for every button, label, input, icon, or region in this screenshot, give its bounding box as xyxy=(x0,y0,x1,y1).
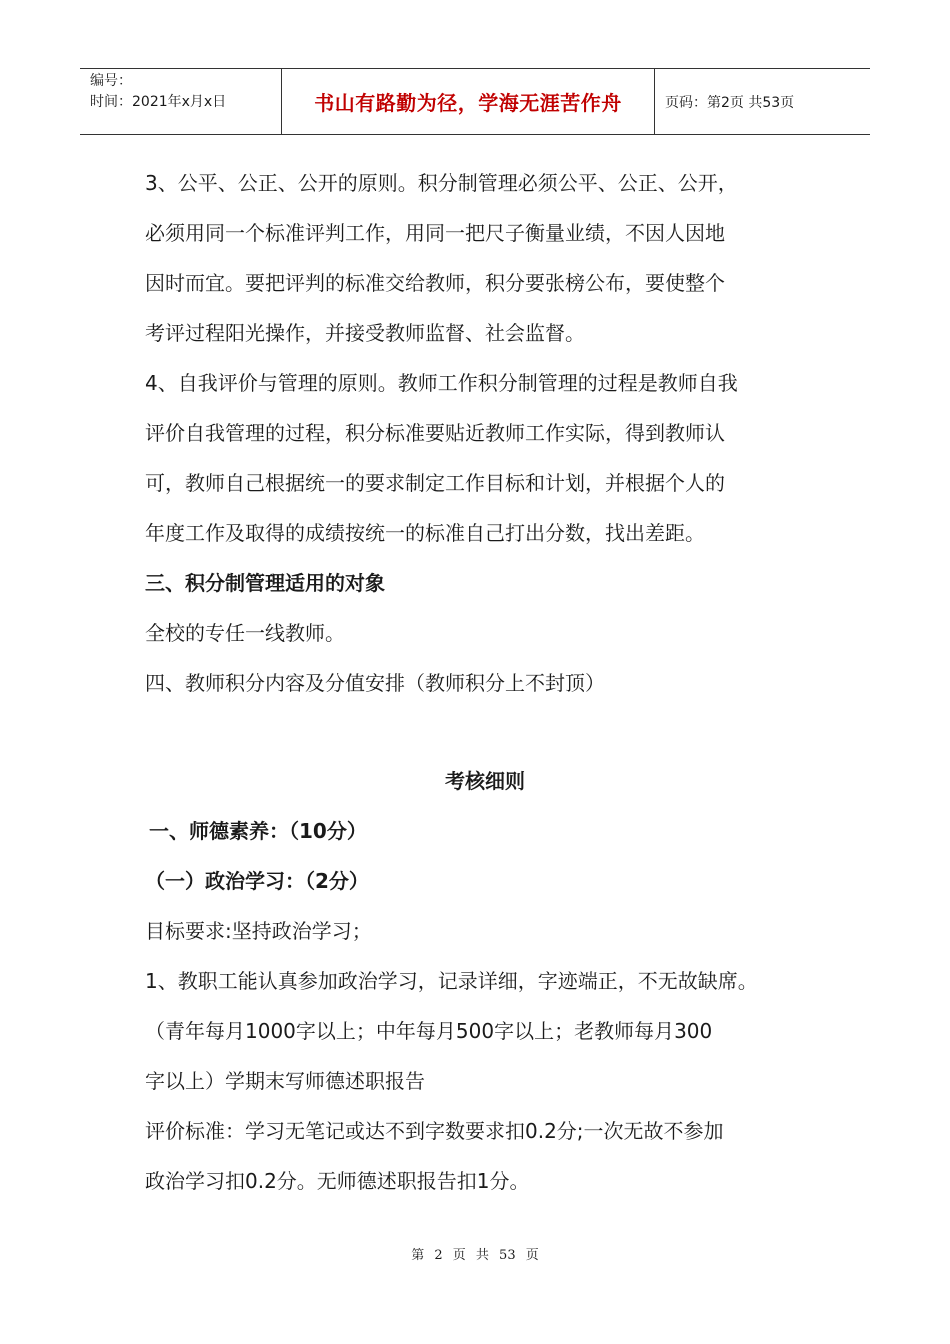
item-line: 1、教职工能认真参加政治学习，记录详细，字迹端正，不无故缺席。 xyxy=(145,969,758,993)
paragraph-line: 必须用同一个标准评判工作，用同一把尺子衡量业绩，不因人因地 xyxy=(145,221,725,245)
header-page-info: 页码：第2页 共53页 xyxy=(665,94,795,111)
header-motto-cell xyxy=(282,69,655,134)
paragraph-line: 全校的专任一线教师。 xyxy=(145,621,345,645)
paragraph-line: 因时而宜。要把评判的标准交给教师，积分要张榜公布，要使整个 xyxy=(145,271,725,295)
document-number-label: 编号： xyxy=(90,73,132,89)
section-heading: 三、积分制管理适用的对象 xyxy=(145,571,385,595)
paragraph-line: 可，教师自己根据统一的要求制定工作目标和计划，并根据个人的 xyxy=(145,471,725,495)
page-footer: 第 2 页 共 53 页 xyxy=(411,1248,539,1263)
spacer xyxy=(145,708,825,756)
criteria-line: 评价标准：学习无笔记或达不到字数要求扣0.2分;一次无故不参加 xyxy=(145,1119,724,1143)
detail-title: 考核细则 xyxy=(445,769,525,793)
paragraph-line: 4、自我评价与管理的原则。教师工作积分制管理的过程是教师自我 xyxy=(145,371,738,395)
goal-line: 目标要求:坚持政治学习； xyxy=(145,919,372,943)
page-header xyxy=(80,68,870,135)
section-heading: 四、教师积分内容及分值安排（教师积分上不封顶） xyxy=(145,671,605,695)
document-time-label: 时间：2021年x月x日 xyxy=(90,94,227,110)
header-motto: 书山有路勤为径，学海无涯苦作舟 xyxy=(314,91,622,115)
header-meta xyxy=(80,69,282,134)
part-heading: 一、师德素养：（10分） xyxy=(149,819,367,843)
document-body xyxy=(145,158,825,1206)
paragraph-line: 考评过程阳光操作，并接受教师监督、社会监督。 xyxy=(145,321,585,345)
item-line: （青年每月1000字以上；中年每月500字以上；老教师每月300 xyxy=(145,1019,713,1043)
criteria-line: 政治学习扣0.2分。无师德述职报告扣1分。 xyxy=(145,1169,530,1193)
item-line: 字以上）学期末写师德述职报告 xyxy=(145,1069,425,1093)
paragraph-line: 3、公平、公正、公开的原则。积分制管理必须公平、公正、公开， xyxy=(145,171,738,195)
paragraph-line: 年度工作及取得的成绩按统一的标准自己打出分数，找出差距。 xyxy=(145,521,705,545)
sub-heading: （一）政治学习：（2分） xyxy=(145,869,369,893)
paragraph-line: 评价自我管理的过程，积分标准要贴近教师工作实际，得到教师认 xyxy=(145,421,725,445)
